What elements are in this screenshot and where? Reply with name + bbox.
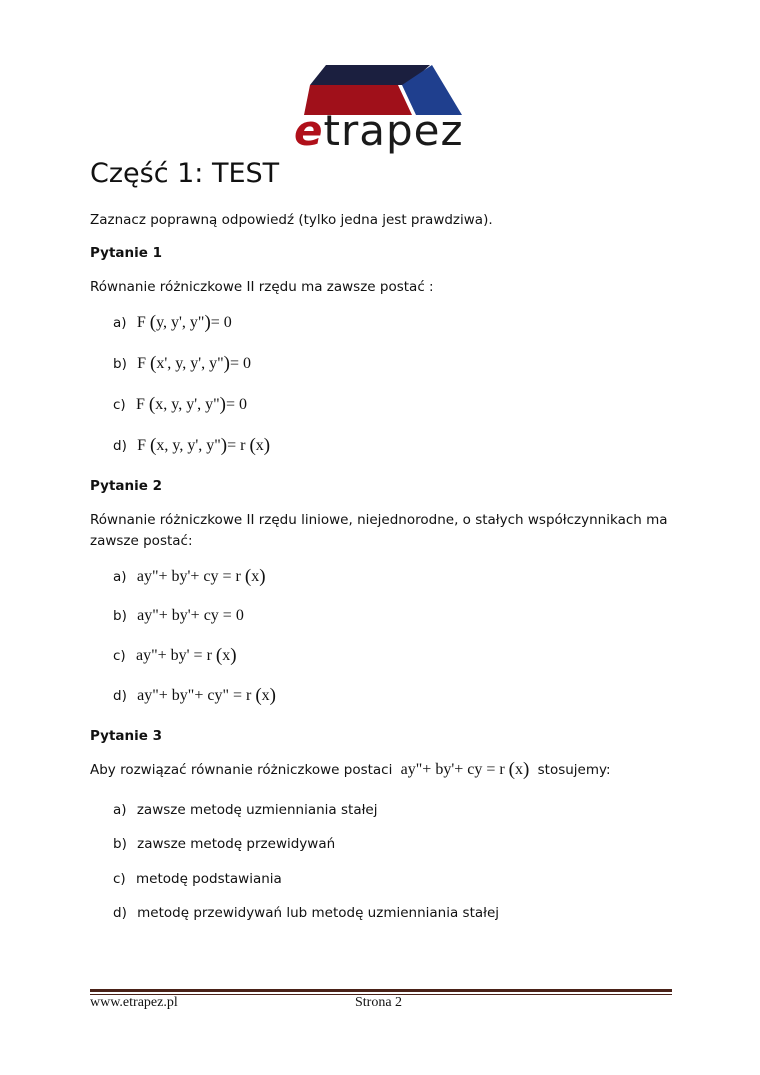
question-3-heading: Pytanie 3 [90, 728, 162, 744]
option-math-rhs: = 0 [225, 396, 247, 413]
footer-page-number: Strona 2 [355, 995, 403, 1010]
option-label: c) [113, 648, 126, 664]
option-label: d) [113, 905, 127, 921]
question-3-text-before: Aby rozwiązać równanie różniczkowe postaci [90, 762, 393, 778]
option-math-args: x', y, y', y" [156, 355, 224, 372]
question-2-option-c[interactable]: c) ay"+ by' = r (x) [113, 645, 237, 666]
question-3-text: Aby rozwiązać równanie różniczkowe postaci ay"+ by'+ cy = r (x) stosujemy: [90, 759, 611, 780]
option-math-args: x, y, y', y" [155, 396, 220, 413]
question-1-option-d[interactable]: d) F (x, y, y', y")= r (x) [113, 435, 271, 456]
option-math-func: F [137, 355, 147, 372]
etrapez-logo [290, 62, 475, 157]
option-math-expr: ay"+ by' = r [136, 647, 212, 664]
option-math-expr: ay"+ by"+ cy" = r [137, 687, 252, 704]
option-label: a) [113, 569, 127, 585]
question-1-heading: Pytanie 1 [90, 245, 162, 261]
option-math-args: x [251, 568, 260, 585]
question-3-option-d[interactable] [113, 902, 499, 924]
option-math-rhs: = r [227, 437, 246, 454]
question-1-option-c[interactable]: c) F (x, y, y', y")= 0 [113, 394, 247, 415]
question-1-option-b[interactable]: b) F (x', y, y', y")= 0 [113, 353, 251, 374]
question-3-option-b[interactable] [113, 833, 335, 855]
option-math-args: x [222, 647, 231, 664]
instruction-text: Zaznacz poprawną odpowiedź (tylko jedna jest prawdziwa). [90, 212, 493, 228]
option-math-rhs-args: x [255, 437, 264, 454]
question-2-option-a[interactable]: a) ay"+ by'+ cy = r (x) [113, 566, 266, 587]
option-math-args: y, y', y" [156, 314, 205, 331]
option-label: c) [113, 871, 126, 887]
option-label: a) [113, 802, 127, 818]
option-label: d) [113, 438, 127, 454]
option-label: b) [113, 608, 127, 624]
page-title: Część 1: TEST [90, 158, 280, 189]
option-label: b) [113, 836, 127, 852]
option-text: metodę przewidywań lub metodę uzmienniania stałej [137, 905, 500, 921]
question-3-option-a[interactable] [113, 799, 377, 821]
option-label: d) [113, 688, 127, 704]
option-math-func: F [136, 314, 146, 331]
option-label: b) [113, 356, 127, 372]
option-math-expr: ay"+ by'+ cy = r [136, 568, 241, 585]
option-text: zawsze metodę uzmienniania stałej [136, 802, 378, 818]
question-3-option-c[interactable] [113, 868, 282, 890]
logo-wordmark [294, 106, 464, 156]
footer-website-link[interactable]: www.etrapez.pl [90, 995, 178, 1010]
question-3-inline-args: x [515, 761, 523, 778]
logo-wordmark-rest: trapez [323, 106, 464, 155]
question-2-option-d[interactable]: d) ay"+ by"+ cy" = r (x) [113, 685, 276, 706]
option-math-expr: ay"+ by'+ cy = 0 [137, 607, 244, 624]
option-math-func: F [137, 437, 147, 454]
logo-accent-letter: e [294, 106, 324, 155]
option-label: c) [113, 397, 126, 413]
question-2-option-b[interactable] [113, 605, 244, 627]
option-text: zawsze metodę przewidywań [137, 836, 336, 852]
question-3-text-after: stosujemy: [537, 762, 611, 778]
question-2-heading: Pytanie 2 [90, 478, 162, 494]
option-math-rhs: = 0 [210, 314, 232, 331]
option-label: a) [113, 315, 127, 331]
question-3-inline-expr: ay"+ by'+ cy = r [400, 761, 505, 778]
footer-rule-thick [90, 989, 672, 992]
option-math-args: x [261, 687, 270, 704]
question-1-option-a[interactable]: a) F (y, y', y")= 0 [113, 312, 232, 333]
option-text: metodę podstawiania [136, 871, 282, 887]
question-2-text: Równanie różniczkowe II rzędu liniowe, niejednorodne, o stałych współczynnikach ma zawsze postać: [90, 512, 668, 549]
question-1-text: Równanie różniczkowe II rzędu ma zawsze postać : [90, 279, 434, 295]
option-math-func: F [136, 396, 145, 413]
option-math-rhs: = 0 [229, 355, 251, 372]
option-math-args: x, y, y', y" [156, 437, 221, 454]
